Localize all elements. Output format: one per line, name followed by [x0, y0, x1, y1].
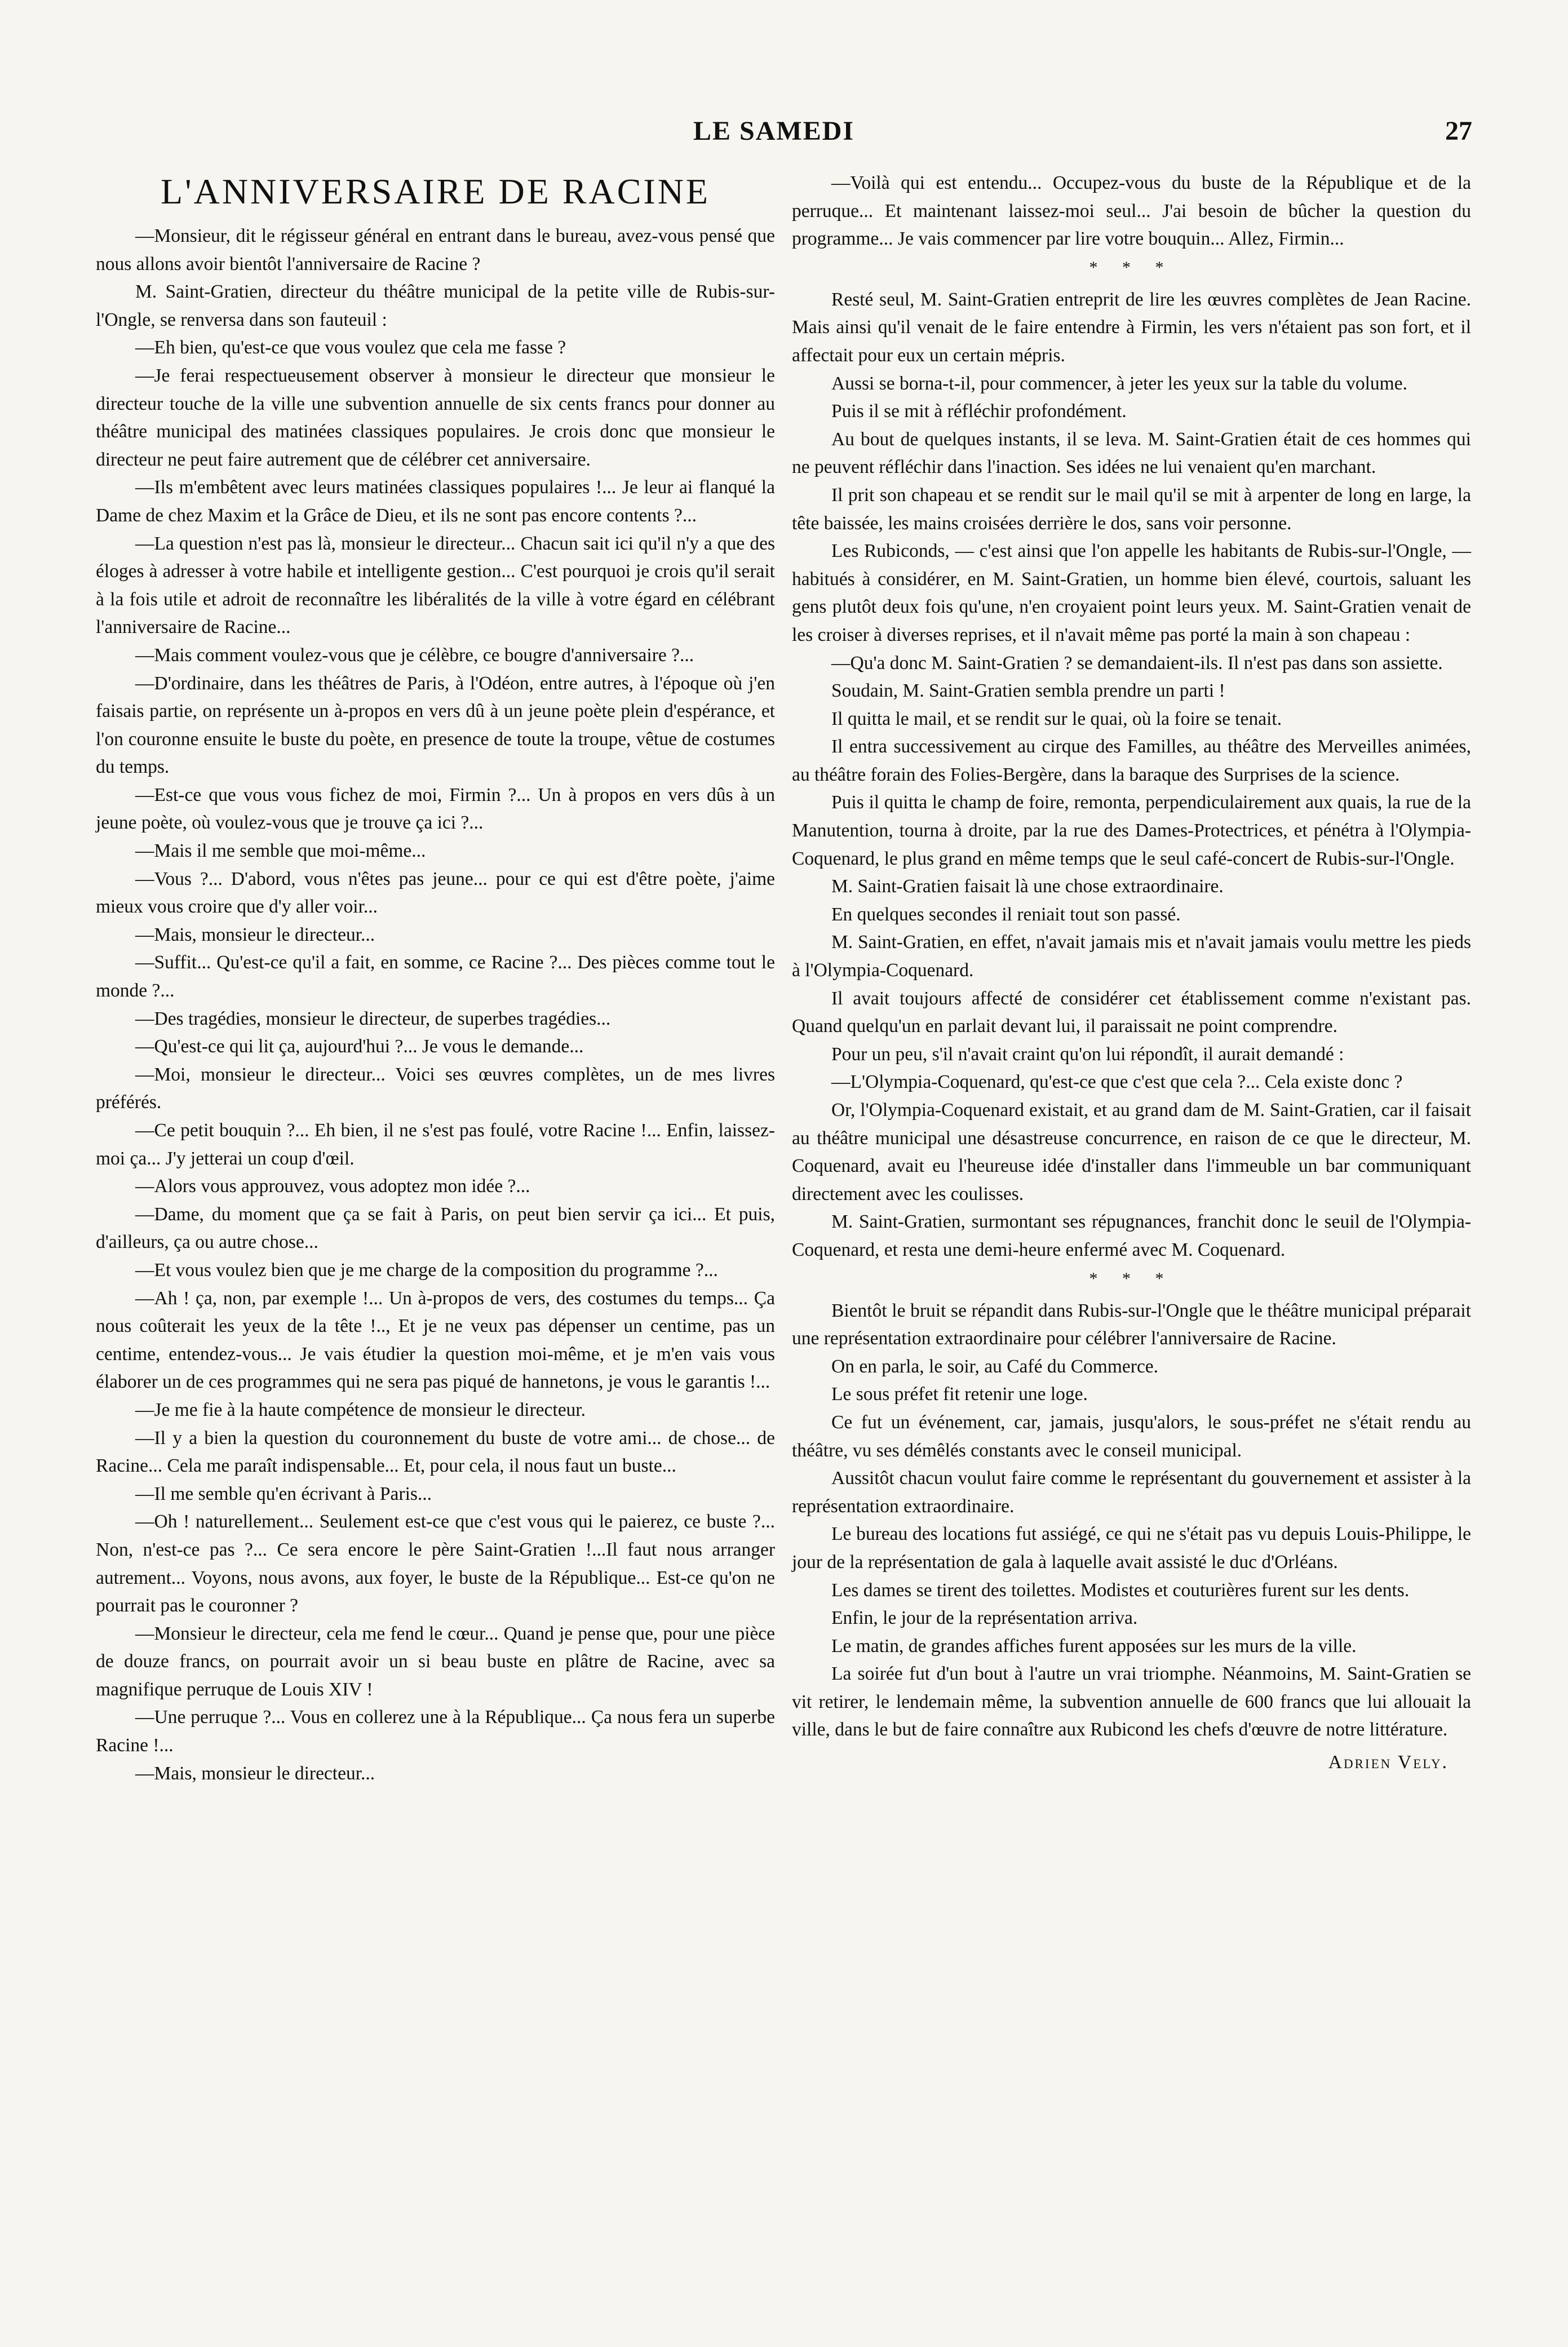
running-head — [0, 116, 1568, 161]
section-separator: * * * — [1089, 258, 1174, 277]
paragraph: Il quitta le mail, et se rendit sur le quai, où la foire se tenait. — [831, 708, 1282, 729]
right-column-section-2 — [792, 286, 1471, 1264]
author-signature: Adrien Vely. — [1328, 1752, 1449, 1773]
page-number: 27 — [1445, 116, 1472, 146]
paragraph: —Une perruque ?... Vous en collerez une à la République... Ça nous fera un superbe Racine !... — [96, 1707, 775, 1756]
paragraph: —Qu'est-ce qui lit ça, aujourd'hui ?... Je vous le demande... — [135, 1036, 584, 1057]
paragraph: Au bout de quelques instants, il se leva. M. Saint-Gratien était de ces hommes qui ne peuvent réfléchir dans l'inaction. Ses idées ne lui venaient qu'en marchant. — [792, 428, 1471, 478]
paragraph: Il prit son chapeau et se rendit sur le mail qu'il se mit à arpenter de long en large, la tête baissée, les mains croisées derrière le dos, sans voir personne. — [792, 484, 1471, 534]
paragraph: Le matin, de grandes affiches furent apposées sur les murs de la ville. — [831, 1635, 1357, 1657]
right-column-section-3 — [792, 1297, 1471, 1744]
paragraph: —D'ordinaire, dans les théâtres de Paris, à l'Odéon, entre autres, à l'époque où j'en faisais partie, on représente un à-propos en vers dû à un jeune poète plein d'espérance, et l'on couronne ensuite le buste du poète, en presence de toute la troupe, vêtue de costumes du temps. — [96, 672, 775, 778]
article-title: L'ANNIVERSAIRE DE RACINE — [160, 171, 711, 211]
left-column-body — [96, 222, 775, 1787]
paragraph: Or, l'Olympia-Coquenard existait, et au grand dam de M. Saint-Gratien, car il faisait au théâtre municipal une désastreuse concurrence, en raison de ce que le directeur, M. Coquenard, avait eu l'heureuse idée d'installer dans l'immeuble un bar communiquant directement avec les coulisses. — [792, 1100, 1471, 1205]
paragraph: Les Rubiconds, — c'est ainsi que l'on appelle les habitants de Rubis-sur-l'Ongle, — habitués à considérer, en M. Saint-Gratien, un homme bien élevé, courtois, saluant les gens plutôt deux fois qu'une, n'en croyaient point leurs yeux. M. Saint-Gratien venait de les croiser à diverses reprises, et il n'avait même pas porté la main à son chapeau : — [792, 541, 1471, 645]
right-column-section-1 — [792, 169, 1471, 253]
paragraph: Enfin, le jour de la représentation arriva. — [831, 1608, 1138, 1629]
paragraph: Aussitôt chacun voulut faire comme le représentant du gouvernement et assister à la représentation extraordinaire. — [792, 1468, 1471, 1517]
paragraph: Puis il se mit à réfléchir profondément. — [831, 401, 1127, 422]
paragraph: M. Saint-Gratien, surmontant ses répugnances, franchit donc le seuil de l'Olympia-Coquenard, et resta une demi-heure enfermé avec M. Coquenard. — [792, 1211, 1471, 1260]
paragraph: —Il me semble qu'en écrivant à Paris... — [135, 1483, 432, 1504]
right-column — [792, 169, 1471, 1777]
paragraph: On en parla, le soir, au Café du Commerce. — [831, 1356, 1159, 1377]
paragraph: —Monsieur le directeur, cela me fend le cœur... Quand je pense que, pour une pièce de douze francs, on pourrait avoir un si beau buste en plâtre de Racine, avec sa magnifique perruque de Louis XIV ! — [96, 1623, 775, 1700]
paragraph: —Moi, monsieur le directeur... Voici ses œuvres complètes, un de mes livres préférés. — [96, 1064, 775, 1113]
paragraph: Le bureau des locations fut assiégé, ce qui ne s'était pas vu depuis Louis-Philippe, le jour de la représentation de gala à laquelle avait assisté le duc d'Orléans. — [792, 1524, 1471, 1573]
paragraph: Ce fut un événement, car, jamais, jusqu'alors, le sous-préfet ne s'était rendu au théâtre, vu ses démêlés constants avec le conseil municipal. — [792, 1411, 1471, 1461]
paragraph: En quelques secondes il reniait tout son passé. — [831, 904, 1181, 925]
paragraph: Il entra successivement au cirque des Familles, au théâtre des Merveilles animées, au théâtre forain des Folies-Bergère, dans la baraque des Surprises de la science. — [792, 736, 1471, 785]
paragraph: —Mais, monsieur le directeur... — [135, 924, 375, 945]
paragraph: —Monsieur, dit le régisseur général en entrant dans le bureau, avez-vous pensé que nous allons avoir bientôt l'anniversaire de Racine ? — [96, 225, 775, 274]
paragraph: —Des tragédies, monsieur le directeur, de superbes tragédies... — [135, 1008, 611, 1029]
section-separator: * * * — [1089, 1269, 1174, 1288]
paragraph: —Je ferai respectueusement observer à monsieur le directeur que monsieur le directeur touche de la ville une subvention annuelle de six cents francs pour donner au théâtre municipal des matinées classiques populaires. Je crois donc que monsieur le directeur ne peut faire autrement que de célébrer cet anniversaire. — [96, 365, 775, 470]
paragraph: —Il y a bien la question du couronnement du buste de votre ami... de chose... de Racine... Cela me paraît indispensable... Et, pour cela, il nous faut un buste... — [96, 1427, 775, 1477]
paragraph: Aussi se borna-t-il, pour commencer, à jeter les yeux sur la table du volume. — [831, 373, 1407, 394]
paragraph: Pour un peu, s'il n'avait craint qu'on lui répondît, il aurait demandé : — [831, 1043, 1344, 1065]
paragraph: —Dame, du moment que ça se fait à Paris, on peut bien servir ça ici... Et puis, d'ailleurs, ça ou autre chose... — [96, 1203, 775, 1253]
paragraph: Bientôt le bruit se répandit dans Rubis-sur-l'Ongle que le théâtre municipal préparait une représentation extraordinaire pour célébrer l'anniversaire de Racine. — [792, 1300, 1471, 1349]
left-column — [96, 169, 775, 1787]
paragraph: Resté seul, M. Saint-Gratien entreprit de lire les œuvres complètes de Jean Racine. Mais ainsi qu'il venait de le faire entendre à Firmin, les vers n'étaient pas son fort, et il affectait pour eux un certain mépris. — [792, 289, 1471, 366]
paragraph: —La question n'est pas là, monsieur le directeur... Chacun sait ici qu'il n'y a que des éloges à adresser à votre habile et intelligente gestion... C'est pourquoi je crois qu'il serait à la fois utile et adroit de reconnaître les libéralités de la ville à votre égard en célébrant l'anniversaire de Racine... — [96, 533, 775, 638]
journal-name: LE SAMEDI — [693, 116, 855, 146]
paragraph: M. Saint-Gratien, en effet, n'avait jamais mis et n'avait jamais voulu mettre les pieds à l'Olympia-Coquenard. — [792, 932, 1471, 981]
paragraph: Soudain, M. Saint-Gratien sembla prendre un parti ! — [831, 680, 1225, 702]
paragraph: —Voilà qui est entendu... Occupez-vous du buste de la République et de la perruque... Et maintenant laissez-moi seul... J'ai besoin de bûcher la question du programme... Je vais commencer par lire votre bouquin... Allez, Firmin... — [792, 172, 1471, 250]
paragraph: —Est-ce que vous vous fichez de moi, Firmin ?... Un à propos en vers dûs à un jeune poète, où voulez-vous que je trouve ça ici ?... — [96, 784, 775, 834]
paragraph: —Et vous voulez bien que je me charge de la composition du programme ?... — [135, 1259, 718, 1281]
paragraph: —Mais il me semble que moi-même... — [135, 840, 426, 862]
paragraph: —Vous ?... D'abord, vous n'êtes pas jeune... pour ce qui est d'être poète, j'aime mieux vous croire que d'y aller voir... — [96, 868, 775, 918]
paragraph: —L'Olympia-Coquenard, qu'est-ce que c'est que cela ?... Cela existe donc ? — [831, 1071, 1403, 1093]
paragraph: Puis il quitta le champ de foire, remonta, perpendiculairement aux quais, la rue de la Manutention, tourna à droite, par la rue des Dames-Protectrices, et pénétra à l'Olympia-Coquenard, le plus grand en même temps que le seul café-concert de Rubis-sur-l'Ongle. — [792, 792, 1471, 869]
paragraph: La soirée fut d'un bout à l'autre un vrai triomphe. Néanmoins, M. Saint-Gratien se vit retirer, le lendemain même, la subvention annuelle de 600 francs que lui allouait la ville, dans le but de faire connaître aux Rubicond les chefs d'œuvre de notre littérature. — [792, 1663, 1471, 1741]
paragraph: —Ils m'embêtent avec leurs matinées classiques populaires !... Je leur ai flanqué la Dame de chez Maxim et la Grâce de Dieu, et ils ne sont pas encore contents ?... — [96, 477, 775, 526]
paragraph: —Eh bien, qu'est-ce que vous voulez que cela me fasse ? — [135, 337, 566, 358]
paragraph: —Suffit... Qu'est-ce qu'il a fait, en somme, ce Racine ?... Des pièces comme tout le monde ?... — [96, 952, 775, 1002]
paragraph: —Oh ! naturellement... Seulement est-ce que c'est vous qui le paierez, ce buste ?... Non, n'est-ce pas ?... Ce sera encore le père Saint-Gratien !...Il faut nous arranger autrement... Voyons, nous avons, aux foyer, le buste de la République... Est-ce qu'on ne pourrait pas le couronner ? — [96, 1511, 775, 1617]
paragraph: —Ah ! ça, non, par exemple !... Un à-propos de vers, des costumes du temps... Ça nous coûterait les yeux de la tête !.., Et je ne veux pas dépenser un centime, pas un centime, entendez-vous... Je vais étudier la question moi-même, et je m'en vais vous élaborer un de ces programmes qui ne sera pas piqué de hannetons, je vous le garantis !... — [96, 1287, 775, 1393]
paragraph: M. Saint-Gratien, directeur du théâtre municipal de la petite ville de Rubis-sur-l'Ongle, se renversa dans son fauteuil : — [96, 281, 775, 330]
paragraph: —Ce petit bouquin ?... Eh bien, il ne s'est pas foulé, votre Racine !... Enfin, laissez-moi ça... J'y jetterai un coup d'œil. — [96, 1120, 775, 1169]
paragraph: Le sous préfet fit retenir une loge. — [831, 1384, 1088, 1405]
paragraph: —Qu'a donc M. Saint-Gratien ? se demandaient-ils. Il n'est pas dans son assiette. — [831, 652, 1443, 674]
paragraph: Il avait toujours affecté de considérer cet établissement comme n'existant pas. Quand quelqu'un en parlait devant lui, il paraissait ne point comprendre. — [792, 987, 1471, 1037]
paragraph: M. Saint-Gratien faisait là une chose extraordinaire. — [831, 876, 1224, 897]
paragraph: —Mais, monsieur le directeur... — [135, 1763, 375, 1784]
paragraph: —Je me fie à la haute compétence de monsieur le directeur. — [135, 1399, 586, 1420]
paragraph: Les dames se tirent des toilettes. Modistes et couturières furent sur les dents. — [831, 1579, 1410, 1601]
paragraph: —Mais comment voulez-vous que je célèbre, ce bougre d'anniversaire ?... — [135, 644, 694, 666]
paragraph: —Alors vous approuvez, vous adoptez mon idée ?... — [135, 1176, 530, 1197]
